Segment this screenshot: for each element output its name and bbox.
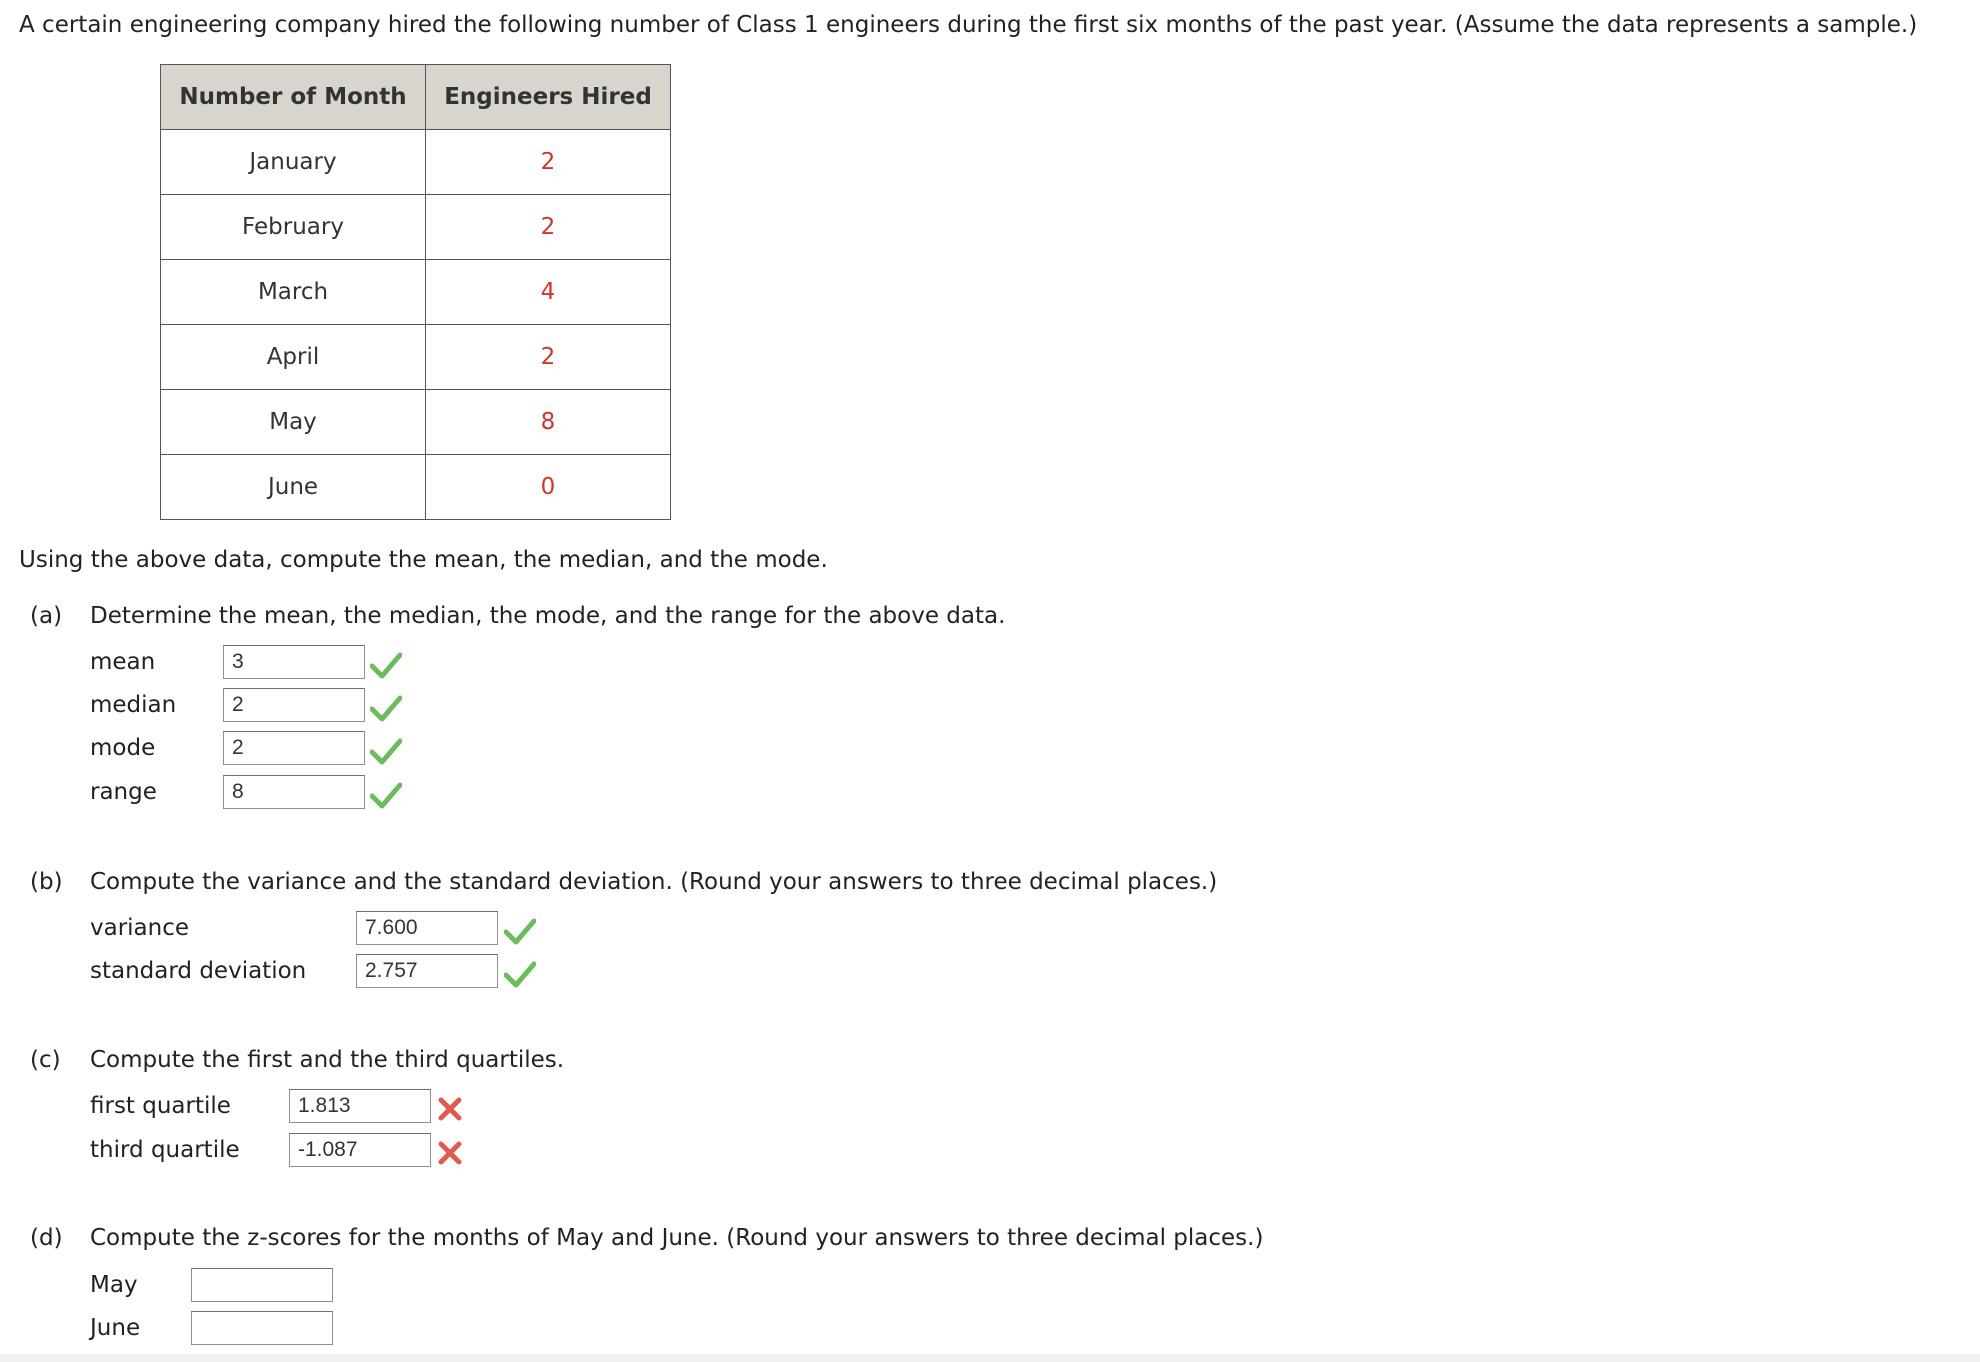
part-c-heading xyxy=(30,1045,564,1075)
table-row xyxy=(161,325,671,390)
hired-cell: 2 xyxy=(426,130,671,195)
median-input[interactable] xyxy=(223,688,365,722)
check-icon xyxy=(370,737,402,765)
month-cell: January xyxy=(161,130,426,195)
table-row xyxy=(161,455,671,520)
part-a-text: Determine the mean, the median, the mode, and the range for the above data. xyxy=(90,603,1006,629)
table-row xyxy=(161,195,671,260)
instruction-text: Using the above data, compute the mean, the median, and the mode. xyxy=(19,547,828,573)
part-d-heading xyxy=(30,1223,1263,1253)
june-label: June xyxy=(90,1315,141,1341)
mean-label: mean xyxy=(90,649,156,675)
standard-deviation-label: standard deviation xyxy=(90,958,307,984)
part-b-letter: (b) xyxy=(30,869,63,895)
check-icon xyxy=(504,960,536,988)
part-a-heading xyxy=(30,601,1005,631)
check-icon xyxy=(370,694,402,722)
x-icon xyxy=(436,1139,464,1167)
first-quartile-label: first quartile xyxy=(90,1093,231,1119)
range-label: range xyxy=(90,779,157,805)
may-label: May xyxy=(90,1272,138,1298)
table-row xyxy=(161,390,671,455)
month-cell: May xyxy=(161,390,426,455)
column-header-month: Number of Month xyxy=(161,65,426,130)
data-table xyxy=(160,64,671,520)
table-row xyxy=(161,260,671,325)
june-zscore-input[interactable] xyxy=(191,1311,333,1345)
may-zscore-input[interactable] xyxy=(191,1268,333,1302)
part-d-text: Compute the z-scores for the months of May and June. (Round your answers to three decimal places.) xyxy=(90,1225,1264,1251)
problem-statement: A certain engineering company hired the following number of Class 1 engineers during the first six months of the past year. (Assume the data represents a sample.) xyxy=(19,12,1918,38)
first-quartile-input[interactable] xyxy=(289,1089,431,1123)
third-quartile-label: third quartile xyxy=(90,1137,240,1163)
mode-label: mode xyxy=(90,735,156,761)
page-bottom-bar xyxy=(0,1354,1980,1362)
hired-cell: 2 xyxy=(426,195,671,260)
third-quartile-input[interactable] xyxy=(289,1133,431,1167)
mode-input[interactable] xyxy=(223,731,365,765)
hired-cell: 2 xyxy=(426,325,671,390)
mean-input[interactable] xyxy=(223,645,365,679)
hired-cell: 0 xyxy=(426,455,671,520)
part-b-text: Compute the variance and the standard deviation. (Round your answers to three decimal places.) xyxy=(90,869,1218,895)
x-icon xyxy=(436,1095,464,1123)
part-c-letter: (c) xyxy=(30,1047,61,1073)
check-icon xyxy=(370,651,402,679)
month-cell: February xyxy=(161,195,426,260)
part-a-letter: (a) xyxy=(30,603,63,629)
month-cell: June xyxy=(161,455,426,520)
month-cell: March xyxy=(161,260,426,325)
hired-cell: 8 xyxy=(426,390,671,455)
variance-input[interactable] xyxy=(356,911,498,945)
hired-cell: 4 xyxy=(426,260,671,325)
range-input[interactable] xyxy=(223,775,365,809)
standard-deviation-input[interactable] xyxy=(356,954,498,988)
check-icon xyxy=(504,917,536,945)
variance-label: variance xyxy=(90,915,190,941)
column-header-engineers-hired: Engineers Hired xyxy=(426,65,671,130)
month-cell: April xyxy=(161,325,426,390)
table-header-row xyxy=(161,65,671,130)
check-icon xyxy=(370,781,402,809)
table-row xyxy=(161,130,671,195)
part-d-letter: (d) xyxy=(30,1225,63,1251)
part-b-heading xyxy=(30,867,1217,897)
median-label: median xyxy=(90,692,177,718)
part-c-text: Compute the first and the third quartiles. xyxy=(90,1047,565,1073)
